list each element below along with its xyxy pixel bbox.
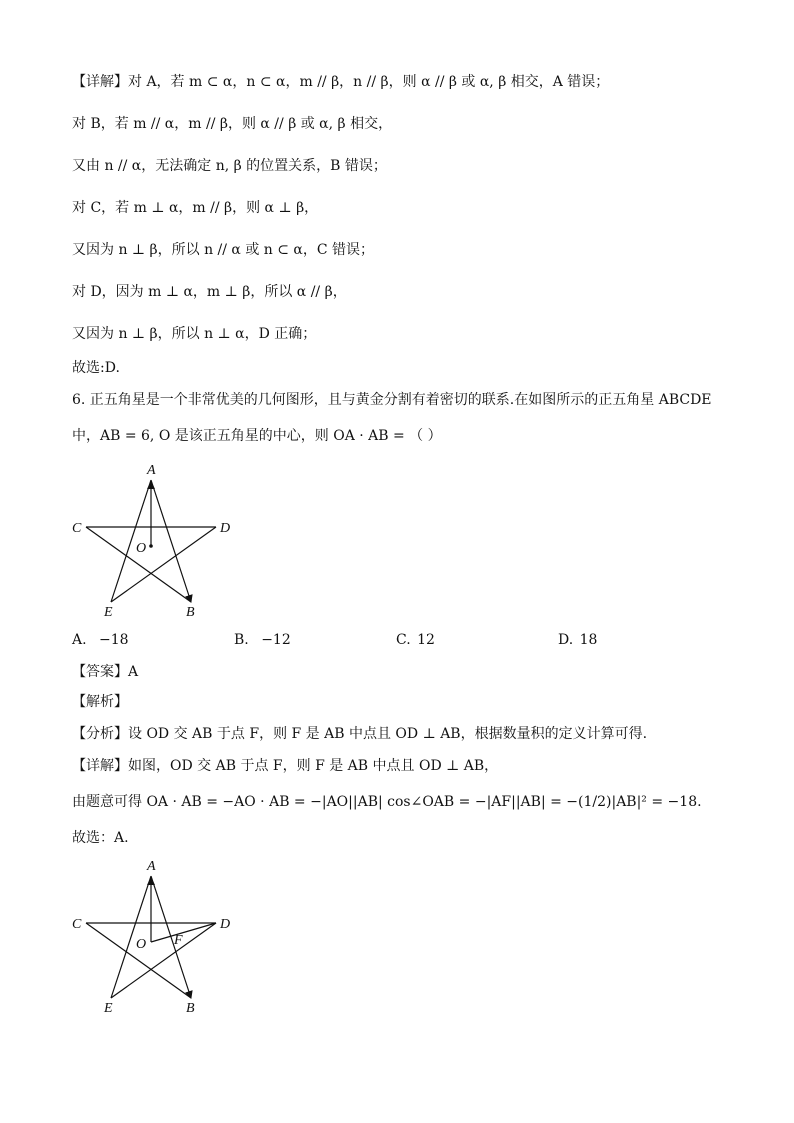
label-f-2: F [174,933,183,948]
label-a-2: A [147,859,156,874]
question-line-1: 6. 正五角星是一个非常优美的几何图形，且与黄金分割有着密切的联系.在如图所示的正五角星 ABCDE [72,392,712,408]
center-point-o [149,544,153,548]
label-c: C [72,521,82,536]
label-c-2: C [72,917,82,932]
pentagram-figure-2 [60,856,260,1016]
choice-c-text: 12 [417,632,435,648]
label-o: O [136,541,147,556]
label-b-2: B [186,1001,195,1016]
pentagram-lines-2 [86,876,216,998]
label-e: E [104,605,113,620]
answer-line: 【答案】A [72,664,139,680]
label-a: A [147,463,156,478]
choice-b [234,630,291,650]
label-d: D [220,521,231,536]
label-o-2: O [136,937,147,952]
detail-line-7: 又因为 n ⊥ β，所以 n ⊥ α，D 正确； [72,326,317,342]
label-b: B [186,605,195,620]
choice-d [558,630,597,650]
analysis-header: 【解析】 [72,694,128,710]
choice-a-letter: A. [72,632,87,648]
pentagram-figure-1 [60,460,260,620]
detail-line-6: 对 D，因为 m ⊥ α，m ⊥ β，所以 α // β， [72,284,347,300]
pentagram-lines [86,480,216,602]
detail-line-3: 又由 n // α，无法确定 n, β 的位置关系，B 错误； [72,158,387,174]
detail-line-1: 【详解】对 A，若 m ⊂ α，n ⊂ α，m // β，n // β，则 α // β 或 α, β 相交，A 错误； [72,74,610,90]
answer-conclusion: 故选：A. [72,830,129,846]
choice-b-letter: B. [234,632,249,648]
detail-answer-line-2: 由题意可得 OA · AB = −AO · AB = −|AO||AB| cos∠OAB = −|AF||AB| = −(1/2)|AB|² = −18. [72,794,702,810]
analysis-line: 【分析】设 OD 交 AB 于点 F，则 F 是 AB 中点且 OD ⊥ AB，根据数量积的定义计算可得. [72,726,648,742]
choice-c-letter: C. [396,632,411,648]
choice-a [72,630,129,650]
label-d-2: D [220,917,231,932]
question-line-2: 中，AB = 6, O 是该正五角星的中心，则 OA · AB = （ ） [72,428,442,444]
choice-d-letter: D. [558,632,574,648]
label-e-2: E [104,1001,113,1016]
choice-c [396,630,435,650]
detail-answer-line-1: 【详解】如图，OD 交 AB 于点 F，则 F 是 AB 中点且 OD ⊥ AB， [72,758,499,774]
choice-a-text: −18 [99,632,129,648]
detail-line-2: 对 B，若 m // α，m // β，则 α // β 或 α, β 相交， [72,116,393,132]
choice-d-text: 18 [579,632,598,648]
detail-line-5: 又因为 n ⊥ β，所以 n // α 或 n ⊂ α，C 错误； [72,242,375,258]
choice-b-text: −12 [261,632,291,648]
detail-line-4: 对 C，若 m ⊥ α，m // β，则 α ⊥ β， [72,200,319,216]
detail-conclusion: 故选:D. [72,360,120,376]
